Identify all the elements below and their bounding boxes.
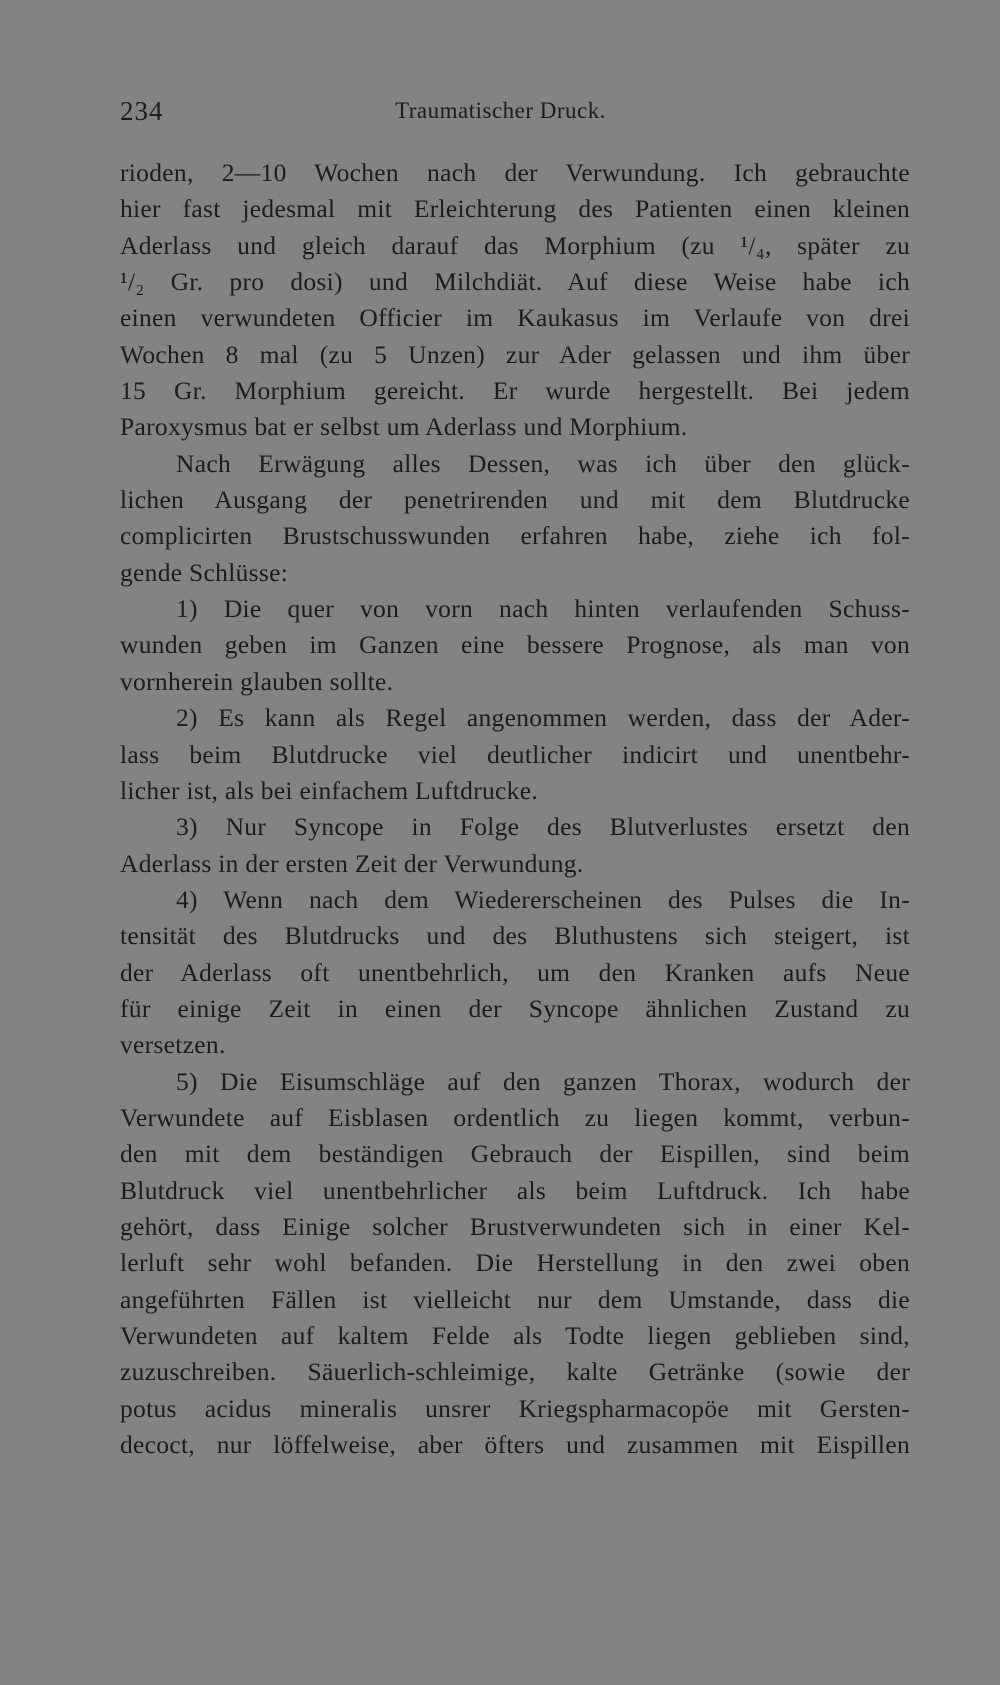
text-line: für einige Zeit in einen der Syncope ähnlichen Zustand zu	[120, 993, 910, 1023]
text-line: vornherein glauben sollte.	[120, 666, 394, 696]
text-line: angeführten Fällen ist vielleicht nur dem Umstande, dass die	[120, 1284, 910, 1314]
text-line: 15 Gr. Morphium gereicht. Er wurde hergestellt. Bei jedem	[120, 376, 910, 406]
text-line: Aderlass und gleich darauf das Morphium (zu ¹/₄, später zu	[120, 230, 910, 260]
text-line: 3) Nur Syncope in Folge des Blutverlustes ersetzt den	[176, 812, 910, 842]
text-line: 5) Die Eisumschläge auf den ganzen Thorax, wodurch der	[176, 1066, 910, 1096]
body-text	[120, 155, 910, 1463]
text-line: 2) Es kann als Regel angenommen werden, dass der Ader-	[176, 703, 910, 733]
text-line: Blutdruck viel unentbehrlicher als beim Luftdruck. Ich habe	[120, 1175, 910, 1205]
text-line: der Aderlass oft unentbehrlich, um den Kranken aufs Neue	[120, 957, 910, 987]
text-line: rioden, 2—10 Wochen nach der Verwundung. Ich gebrauchte	[120, 158, 910, 187]
text-line: 4) Wenn nach dem Wiedererscheinen des Pulses die In-	[176, 884, 910, 914]
text-line: gehört, dass Einige solcher Brustverwundeten sich in einer Kel-	[120, 1211, 910, 1241]
running-head	[120, 96, 920, 130]
text-line: einen verwundeten Officier im Kaukasus im Verlaufe von drei	[120, 303, 910, 333]
text-line: 1) Die quer von vorn nach hinten verlaufenden Schuss-	[176, 594, 910, 624]
text-line: potus acidus mineralis unsrer Kriegspharmacopöe mit Gersten-	[120, 1393, 910, 1423]
text-line: zuzuschreiben. Säuerlich-schleimige, kalte Getränke (sowie der	[120, 1357, 910, 1387]
text-line: lerluft sehr wohl befanden. Die Herstellung in den zwei oben	[120, 1248, 910, 1278]
text-line: Verwundeten auf kaltem Felde als Todte liegen geblieben sind,	[120, 1321, 910, 1350]
text-line: tensität des Blutdrucks und des Bluthustens sich steigert, ist	[120, 921, 910, 951]
text-line: Wochen 8 mal (zu 5 Unzen) zur Ader gelassen und ihm über	[120, 339, 910, 369]
page-number: 234	[120, 96, 164, 126]
text-line: decoct, nur löffelweise, aber öfters und zusammen mit Eispillen	[120, 1430, 910, 1460]
text-line: complicirten Brustschusswunden erfahren habe, ziehe ich fol-	[120, 521, 910, 551]
text-line: gende Schlüsse:	[120, 557, 289, 587]
text-line: wunden geben im Ganzen eine bessere Prognose, als man von	[120, 630, 910, 660]
text-line: Nach Erwägung alles Dessen, was ich über den glück-	[176, 448, 910, 478]
text-line: lass beim Blutdrucke viel deutlicher indicirt und unentbehr-	[120, 739, 910, 769]
text-line: licher ist, als bei einfachem Luftdrucke.	[120, 775, 539, 805]
text-line: hier fast jedesmal mit Erleichterung des Patienten einen kleinen	[120, 194, 910, 224]
text-line: versetzen.	[120, 1030, 226, 1060]
text-line: Aderlass in der ersten Zeit der Verwundung.	[120, 848, 584, 878]
text-line: Verwundete auf Eisblasen ordentlich zu liegen kommt, verbun-	[120, 1102, 910, 1132]
text-line: ¹/₂ Gr. pro dosi) und Milchdiät. Auf diese Weise habe ich	[120, 267, 910, 297]
running-title: Traumatischer Druck.	[395, 98, 606, 123]
text-line: lichen Ausgang der penetrirenden und mit dem Blutdrucke	[120, 485, 910, 515]
text-line: den mit dem beständigen Gebrauch der Eispillen, sind beim	[120, 1139, 910, 1169]
text-line: Paroxysmus bat er selbst um Aderlass und Morphium.	[120, 412, 688, 442]
